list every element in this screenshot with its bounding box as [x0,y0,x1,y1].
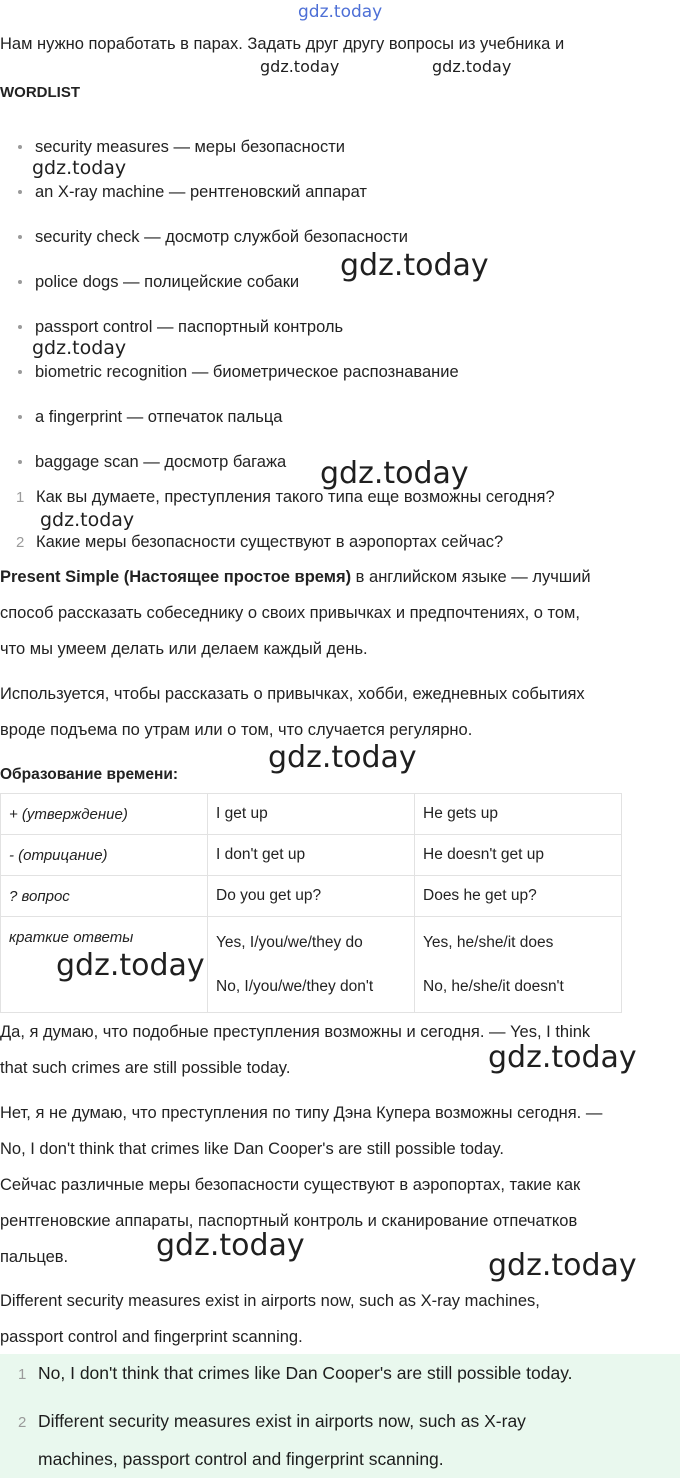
table-cell: He gets up [415,794,622,835]
bullet-icon [18,235,22,239]
short-answer-yes: Yes, I/you/we/they do [216,933,363,951]
wordlist-item-text: biometric recognition — биометрическое распознавание [35,363,459,381]
answer-line: пальцев. [0,1248,69,1266]
table-cell: Does he get up? [415,876,622,917]
wordlist-item [18,363,459,382]
wordlist-item [18,273,299,292]
wordlist-item-text: an X-ray machine — рентгеновский аппарат [35,183,367,201]
wordlist-item-text: a fingerprint — отпечаток пальца [35,408,283,426]
table-cell [208,917,415,1013]
watermark: gdz.today [488,1040,637,1075]
wordlist-item [18,183,367,202]
usage-line: вроде подъема по утрам или о том, что случается регулярно. [0,721,473,739]
wordlist-item [18,453,286,472]
table-cell: I get up [208,794,415,835]
wordlist-item [18,228,408,247]
bullet-icon [18,145,22,149]
table-cell: I don't get up [208,835,415,876]
final-answer-number: 1 [18,1366,27,1383]
answer-line: Да, я думаю, что подобные преступления возможны и сегодня. — Yes, I think [0,1023,591,1041]
present-simple-line [0,568,591,587]
bullet-icon [18,370,22,374]
answer-line: passport control and fingerprint scanning. [0,1328,303,1346]
watermark: gdz.today [340,248,489,283]
table-cell: краткие ответы [1,917,208,1013]
question-item [16,488,555,507]
table-cell: ? вопрос [1,876,208,917]
watermark: gdz.today [260,57,340,76]
final-answer-text: Different security measures exist in airports now, such as X-ray [38,1411,526,1431]
answer-line: рентгеновские аппараты, паспортный контроль и сканирование отпечатков [0,1212,578,1230]
wordlist-item-text: baggage scan — досмотр багажа [35,453,287,471]
table-cell: Do you get up? [208,876,415,917]
watermark: gdz.today [432,57,512,76]
answer-line: Different security measures exist in airports now, such as X-ray machines, [0,1292,540,1310]
bullet-icon [18,415,22,419]
watermark: gdz.today [156,1228,305,1263]
final-answer-item [18,1363,573,1384]
table-cell [415,917,622,1013]
wordlist-item [18,318,343,337]
final-answer-item [18,1411,526,1432]
formation-title: Образование времени: [0,766,179,783]
bullet-icon [18,460,22,464]
question-number: 2 [16,534,25,551]
bullet-icon [18,325,22,329]
wordlist-item [18,138,345,157]
short-answer-yes: Yes, he/she/it does [423,933,554,951]
present-simple-line: способ рассказать собеседнику о своих привычках и предпочтениях, о том, [0,604,580,622]
wordlist-item [18,408,282,427]
question-number: 1 [16,489,25,506]
wordlist-item-text: passport control — паспортный контроль [35,318,344,336]
answer-line: Сейчас различные меры безопасности существуют в аэропортах, такие как [0,1176,581,1194]
short-answer-no: No, he/she/it doesn't [423,977,564,995]
table-cell: He doesn't get up [415,835,622,876]
usage-line: Используется, чтобы рассказать о привычках, хобби, ежедневных событиях [0,685,585,703]
watermark: gdz.today [32,157,127,179]
watermark: gdz.today [32,337,127,359]
intro-text: Нам нужно поработать в парах. Задать друг другу вопросы из учебника и [0,35,565,53]
watermark: gdz.today [320,456,469,491]
final-answer-item-continuation: machines, passport control and fingerprint scanning. [38,1449,444,1469]
bullet-icon [18,280,22,284]
present-simple-text: в английском языке — лучший [351,568,591,586]
table-row [1,876,622,917]
question-item [16,533,503,552]
watermark: gdz.today [40,509,135,531]
present-simple-line: что мы умеем делать или делаем каждый день. [0,640,368,658]
wordlist-item-text: security measures — меры безопасности [35,138,345,156]
present-simple-term: Present Simple (Настоящее простое время) [0,568,352,586]
watermark: gdz.today [488,1248,637,1283]
final-answer-number: 2 [18,1414,27,1431]
question-text: Какие меры безопасности существуют в аэропортах сейчас? [36,533,504,551]
table-row [1,835,622,876]
bullet-icon [18,190,22,194]
wordlist-item-text: police dogs — полицейские собаки [35,273,300,291]
answer-line: Нет, я не думаю, что преступления по типу Дэна Купера возможны сегодня. — [0,1104,603,1122]
wordlist-title: WORDLIST [0,84,80,101]
table-cell: + (утверждение) [1,794,208,835]
question-text: Как вы думаете, преступления такого типа еще возможны сегодня? [36,488,555,506]
watermark: gdz.today [298,2,383,22]
final-answer-text: No, I don't think that crimes like Dan Cooper's are still possible today. [38,1363,573,1383]
answer-line: No, I don't think that crimes like Dan Cooper's are still possible today. [0,1140,504,1158]
watermark: gdz.today [56,948,205,983]
answer-line: that such crimes are still possible today. [0,1059,291,1077]
short-answer-no: No, I/you/we/they don't [216,977,374,995]
table-row [1,794,622,835]
wordlist-item-text: security check — досмотр службой безопасности [35,228,409,246]
watermark: gdz.today [268,740,417,775]
table-cell: - (отрицание) [1,835,208,876]
